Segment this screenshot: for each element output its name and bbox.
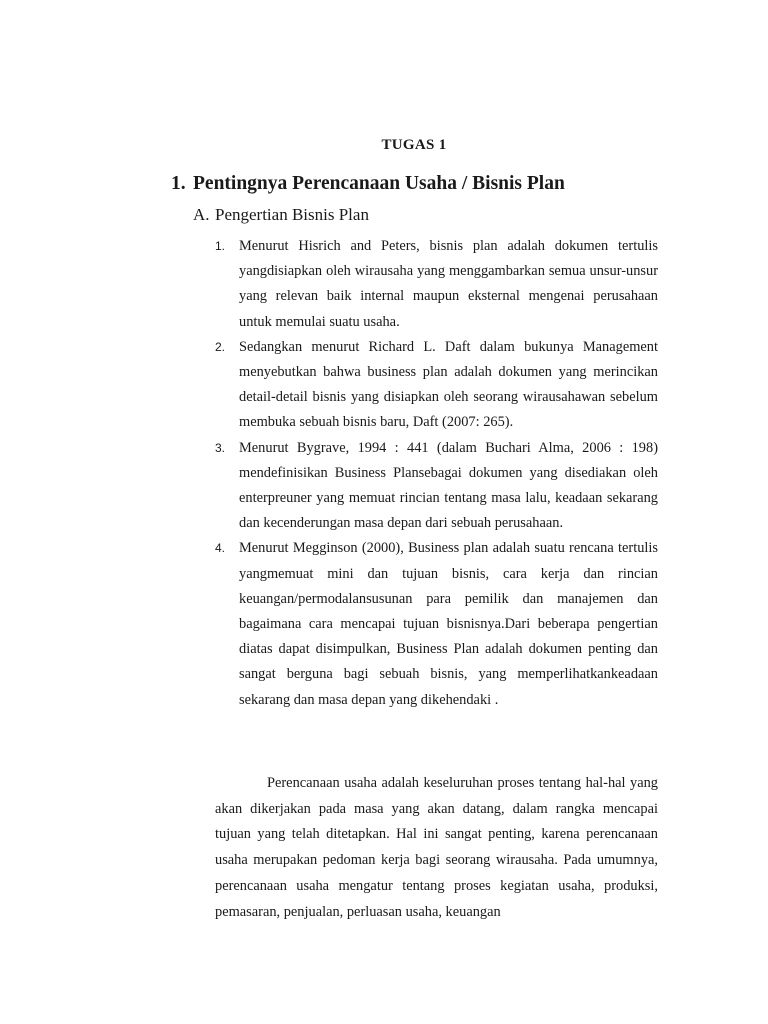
section-number: 1.	[171, 173, 186, 194]
definition-text: Menurut Megginson (2000), Business plan adalah suatu rencana tertulis yangmemuat mini dan tujuan bisnis, cara kerja dan rincian keuangan/permodalansusunan para pemilik dan manajemen dan bagaimana cara mencapai tujuan bisnisnya.Dari beberapa pengertian diatas dapat disimpulkan, Business Plan adalah dokumen penting dan sangat berguna bagi sebuah bisnis, yang memperlihatkankeadaan sekarang dan masa depan yang dikehendaki .	[239, 540, 658, 708]
list-marker: 4.	[215, 541, 226, 556]
list-marker: 2.	[215, 339, 226, 354]
definition-item	[214, 335, 658, 436]
definition-item	[214, 536, 658, 712]
definition-list	[214, 234, 658, 713]
subsection-letter: A.	[193, 205, 210, 224]
definition-item	[214, 436, 658, 537]
document-title: TUGAS 1	[381, 137, 447, 153]
subsection-title: Pengertian Bisnis Plan	[215, 205, 369, 224]
subsection-heading	[193, 205, 369, 225]
list-marker: 1.	[215, 239, 226, 253]
definition-item	[214, 234, 658, 335]
section-title: Pentingnya Perencanaan Usaha / Bisnis Plan	[193, 173, 565, 194]
definition-text: Menurut Hisrich and Peters, bisnis plan adalah dokumen tertulis yangdisiapkan oleh wirausaha yang menggambarkan semua unsur-unsur yang relevan baik internal maupun eksternal mengenai perusahaan untuk memulai suatu usaha.	[239, 238, 658, 330]
list-marker: 3.	[215, 440, 226, 455]
section-heading	[171, 173, 565, 195]
body-paragraph: Perencanaan usaha adalah keseluruhan proses tentang hal-hal yang akan dikerjakan pada masa yang akan datang, dalam rangka mencapai tujuan yang telah ditetapkan. Hal ini sangat penting, karena perencanaan usaha merupakan pedoman kerja bagi seorang wirausaha. Pada umumnya, perencanaan usaha mengatur tentang proses kegiatan usaha, produksi, pemasaran, penjualan, perluasan usaha, keuangan	[215, 775, 658, 920]
definition-text: Sedangkan menurut Richard L. Daft dalam bukunya Management menyebutkan bahwa business plan adalah dokumen yang merincikan detail-detail bisnis yang disiapkan oleh seorang wirausahawan sebelum membuka sebuah bisnis baru, Daft (2007: 265).	[239, 338, 658, 431]
definition-text: Menurut Bygrave, 1994 : 441 (dalam Buchari Alma, 2006 : 198) mendefinisikan Business Plansebagai dokumen yang disediakan oleh enterpreuner yang memuat rincian tentang masa lalu, keadaan sekarang dan kecenderungan masa depan dari sebuah perusahaan.	[239, 439, 658, 532]
